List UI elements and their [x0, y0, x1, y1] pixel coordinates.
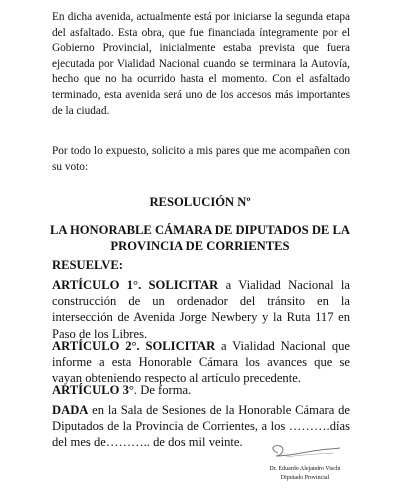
- dada-label: DADA: [52, 403, 89, 417]
- resolution-heading: RESOLUCIÓN Nº: [149, 195, 251, 209]
- article-3: [52, 382, 350, 398]
- article-1-label: ARTÍCULO 1°. SOLICITAR: [52, 278, 219, 292]
- request-paragraph: Por todo lo expuesto, solicito a mis pares que me acompañen con su voto:: [52, 145, 350, 173]
- resuelve-heading: RESUELVE:: [52, 258, 123, 272]
- signature-title: Diputado Provincial: [280, 475, 330, 481]
- article-1-text: a Vialidad Nacional la construcción de un ordenador del tránsito en la intersección de Avenida Jorge Newbery y la Ruta 117 en Paso de los Libres.: [52, 278, 351, 341]
- signature-name: Dr. Eduardo Alejandro Vischi: [269, 466, 341, 472]
- signature-scribble-icon: [264, 440, 344, 462]
- dada-text: en la Sala de Sesiones de la Honorable Cámara de Diputados de la Provincia de Corrientes, a los ……….días del mes de……….. de dos mil veinte.: [52, 403, 350, 450]
- article-2-label: ARTÍCULO 2°. SOLICITAR: [52, 339, 216, 353]
- article-3-label: ARTÍCULO 3°: [52, 383, 134, 397]
- chamber-heading: LA HONORABLE CÁMARA DE DIPUTADOS DE LA PROVINCIA DE CORRIENTES: [50, 223, 350, 253]
- article-2: [52, 338, 350, 387]
- article-3-text: . De forma.: [133, 383, 192, 397]
- intro-paragraph: En dicha avenida, actualmente está por iniciarse la segunda etapa del asfaltado. Esta obra, que fue financiada íntegramente por el Gobierno Provincial, inicialmente estaba prevista que fuera ejecutada por Vialidad Nacional cuando se terminara la Autovía, hecho que no ha ocurrido hasta el momento. Con el asfaltado terminado, esta avenida será uno de los accesos más importantes de la ciudad.: [52, 11, 350, 117]
- article-1: [52, 277, 350, 342]
- article-2-text: a Vialidad Nacional que informe a esta Honorable Cámara los avances que se vayan obteniendo respecto al artículo precedente.: [52, 339, 351, 386]
